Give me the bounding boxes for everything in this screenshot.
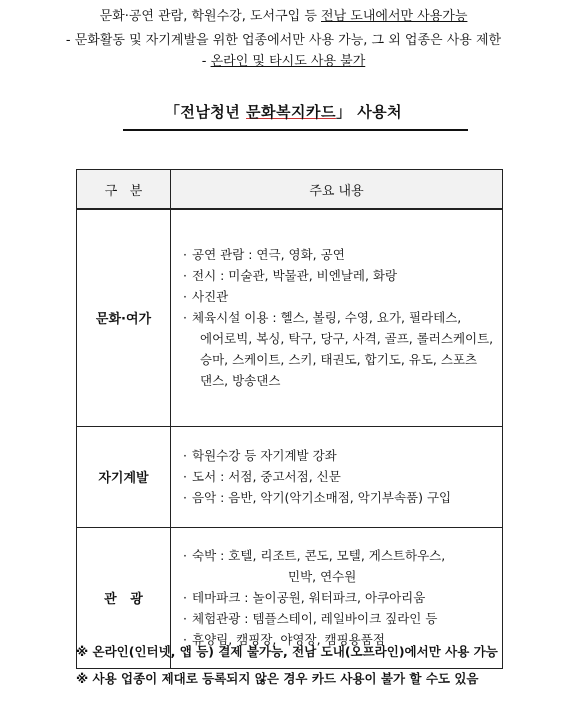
intro-line-3 (0, 52, 567, 72)
intro-line-1 (0, 7, 567, 27)
title-close: 」 사용처 (335, 103, 403, 121)
title-underlined: 문화복지카드 (246, 103, 336, 121)
page-title (0, 101, 567, 122)
intro-line-2: - 문화활동 및 자기계발을 위한 업종에서만 사용 가능, 그 외 업종은 사용 제한 (65, 33, 502, 48)
list-item: · 사진관 (183, 286, 496, 307)
list-item: · 체육시설 이용 : 헬스, 볼링, 수영, 요가, 필라테스, (183, 307, 496, 328)
intro-text: 문화·공연 관람, 학원수강, 도서구입 등 (99, 9, 322, 24)
list-item: 승마, 스케이트, 스키, 태권도, 합기도, 유도, 스포츠 (200, 352, 478, 368)
row-category: 관 광 (77, 527, 171, 668)
note-registration: ※ 사용 업종이 제대로 등록되지 않은 경우 카드 사용이 불가 할 수도 있음 (76, 671, 479, 686)
intro-underlined-text: 전남 도내에서만 사용가능 (321, 9, 468, 24)
intro-underlined-text: 온라인 및 타시도 사용 불가 (210, 54, 366, 69)
header-category: 구 분 (77, 170, 171, 210)
list-item: · 테마파크 : 놀이공원, 워터파크, 아쿠아리움 (183, 587, 496, 608)
list-item: 에어로빅, 복싱, 탁구, 당구, 사격, 골프, 롤러스케이트, (200, 331, 494, 347)
list-item: 댄스, 방송댄스 (200, 373, 281, 389)
header-content: 주요 내용 (171, 170, 503, 210)
intro-text: - (201, 54, 211, 69)
table-row (77, 209, 503, 426)
usage-table (76, 169, 503, 669)
title-underline-rule (123, 129, 468, 131)
list-item: · 체험관광 : 템플스테이, 레일바이크 짚라인 등 (183, 608, 496, 629)
note-online: ※ 온라인(인터넷, 앱 등) 결제 불가능, 전남 도내(오프라인)에서만 사용 가능 (76, 644, 498, 659)
row-items (171, 209, 503, 426)
list-item: · 음악 : 음반, 악기(악기소매점, 악기부속품) 구입 (183, 487, 496, 508)
list-item: · 숙박 : 호텔, 리조트, 콘도, 모텔, 게스트하우스, (183, 545, 496, 566)
list-item: · 공연 관람 : 연극, 영화, 공연 (183, 244, 496, 265)
table-row (77, 426, 503, 527)
list-item: · 학원수강 등 자기계발 강좌 (183, 445, 496, 466)
table-header-row (77, 170, 503, 210)
list-item: · 휴양림, 캠핑장, 야영장, 캠핑용품점 (183, 629, 496, 650)
list-item: 민박, 연수원 (288, 569, 357, 584)
row-category: 자기계발 (77, 426, 171, 527)
list-item: · 전시 : 미술관, 박물관, 비엔날레, 화랑 (183, 265, 496, 286)
list-item: · 도서 : 서점, 중고서점, 신문 (183, 466, 496, 487)
row-category: 문화·여가 (77, 209, 171, 426)
row-items (171, 426, 503, 527)
title-open: 「전남청년 (164, 103, 247, 121)
